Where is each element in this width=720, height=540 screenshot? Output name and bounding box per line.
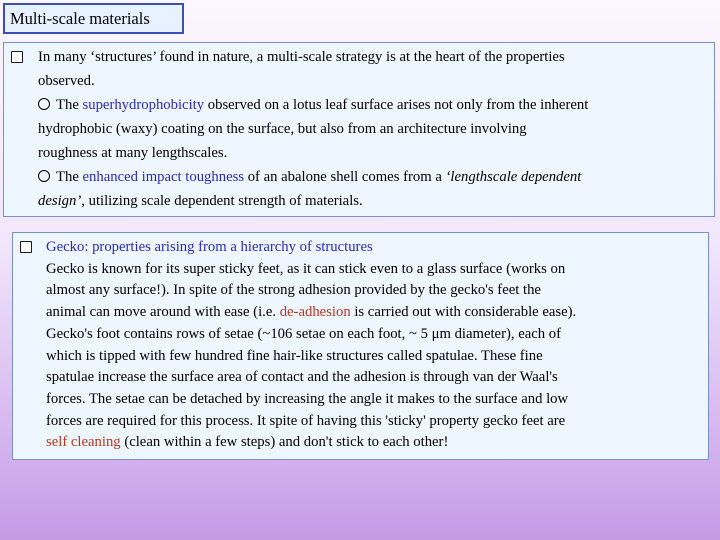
self-cleaning-term: self cleaning xyxy=(46,434,121,451)
gecko-line-2: almost any surface!). In spite of the strong adhesion provided by the gecko's feet the xyxy=(46,282,541,299)
slide-title: Multi-scale materials xyxy=(3,3,184,34)
gecko-line-9: self cleaning (clean within a few steps) and don't stick to each other! xyxy=(46,434,449,451)
lotus-bullet: The superhydrophobicity observed on a lotus leaf surface arises not only from the inherent xyxy=(38,93,588,117)
superhydrophobicity-term: superhydrophobicity xyxy=(82,97,205,113)
lotus-line-2: hydrophobic (waxy) coating on the surface, but also from an architecture involving xyxy=(38,121,527,137)
gecko-line-6: spatulae increase the surface area of contact and the adhesion is through van der Waal's xyxy=(46,369,558,386)
gecko-line-4: Gecko's foot contains rows of setae (~106 setae on each foot, ~ 5 μm diameter), each of xyxy=(46,325,562,342)
impact-toughness-term: enhanced impact toughness xyxy=(82,169,245,185)
intro-textbox xyxy=(3,42,715,217)
gecko-line-3: animal can move around with ease (i.e. de-adhesion is carried out with considerable ease). xyxy=(46,304,577,321)
checkbox-bullet-icon xyxy=(11,51,23,63)
gecko-textbox xyxy=(12,232,709,460)
intro-line-1: In many ‘structures’ found in nature, a multi-scale strategy is at the heart of the properties xyxy=(38,49,565,65)
gecko-line-8: forces are required for this process. It spite of having this 'sticky' property gecko feet are xyxy=(46,412,566,429)
gecko-heading: Gecko: properties arising from a hierarchy of structures xyxy=(46,239,373,255)
gecko-line-1: Gecko is known for its super sticky feet, as it can stick even to a glass surface (works on xyxy=(46,260,566,277)
checkbox-bullet-icon xyxy=(20,241,32,253)
abalone-line-2: design’, utilizing scale dependent strength of materials. xyxy=(38,193,363,209)
abalone-bullet: The enhanced impact toughness of an abalone shell comes from a ‘lengthscale dependent xyxy=(38,165,581,189)
de-adhesion-term: de-adhesion xyxy=(279,304,351,321)
intro-line-2: observed. xyxy=(38,73,95,89)
circle-bullet-icon xyxy=(38,98,50,110)
gecko-line-5: which is tipped with few hundred fine hair-like structures called spatulae. These fine xyxy=(46,347,543,364)
circle-bullet-icon xyxy=(38,170,50,182)
gecko-line-7: forces. The setae can be detached by increasing the angle it makes to the surface and low xyxy=(46,390,569,407)
lotus-line-3: roughness at many lengthscales. xyxy=(38,145,228,161)
